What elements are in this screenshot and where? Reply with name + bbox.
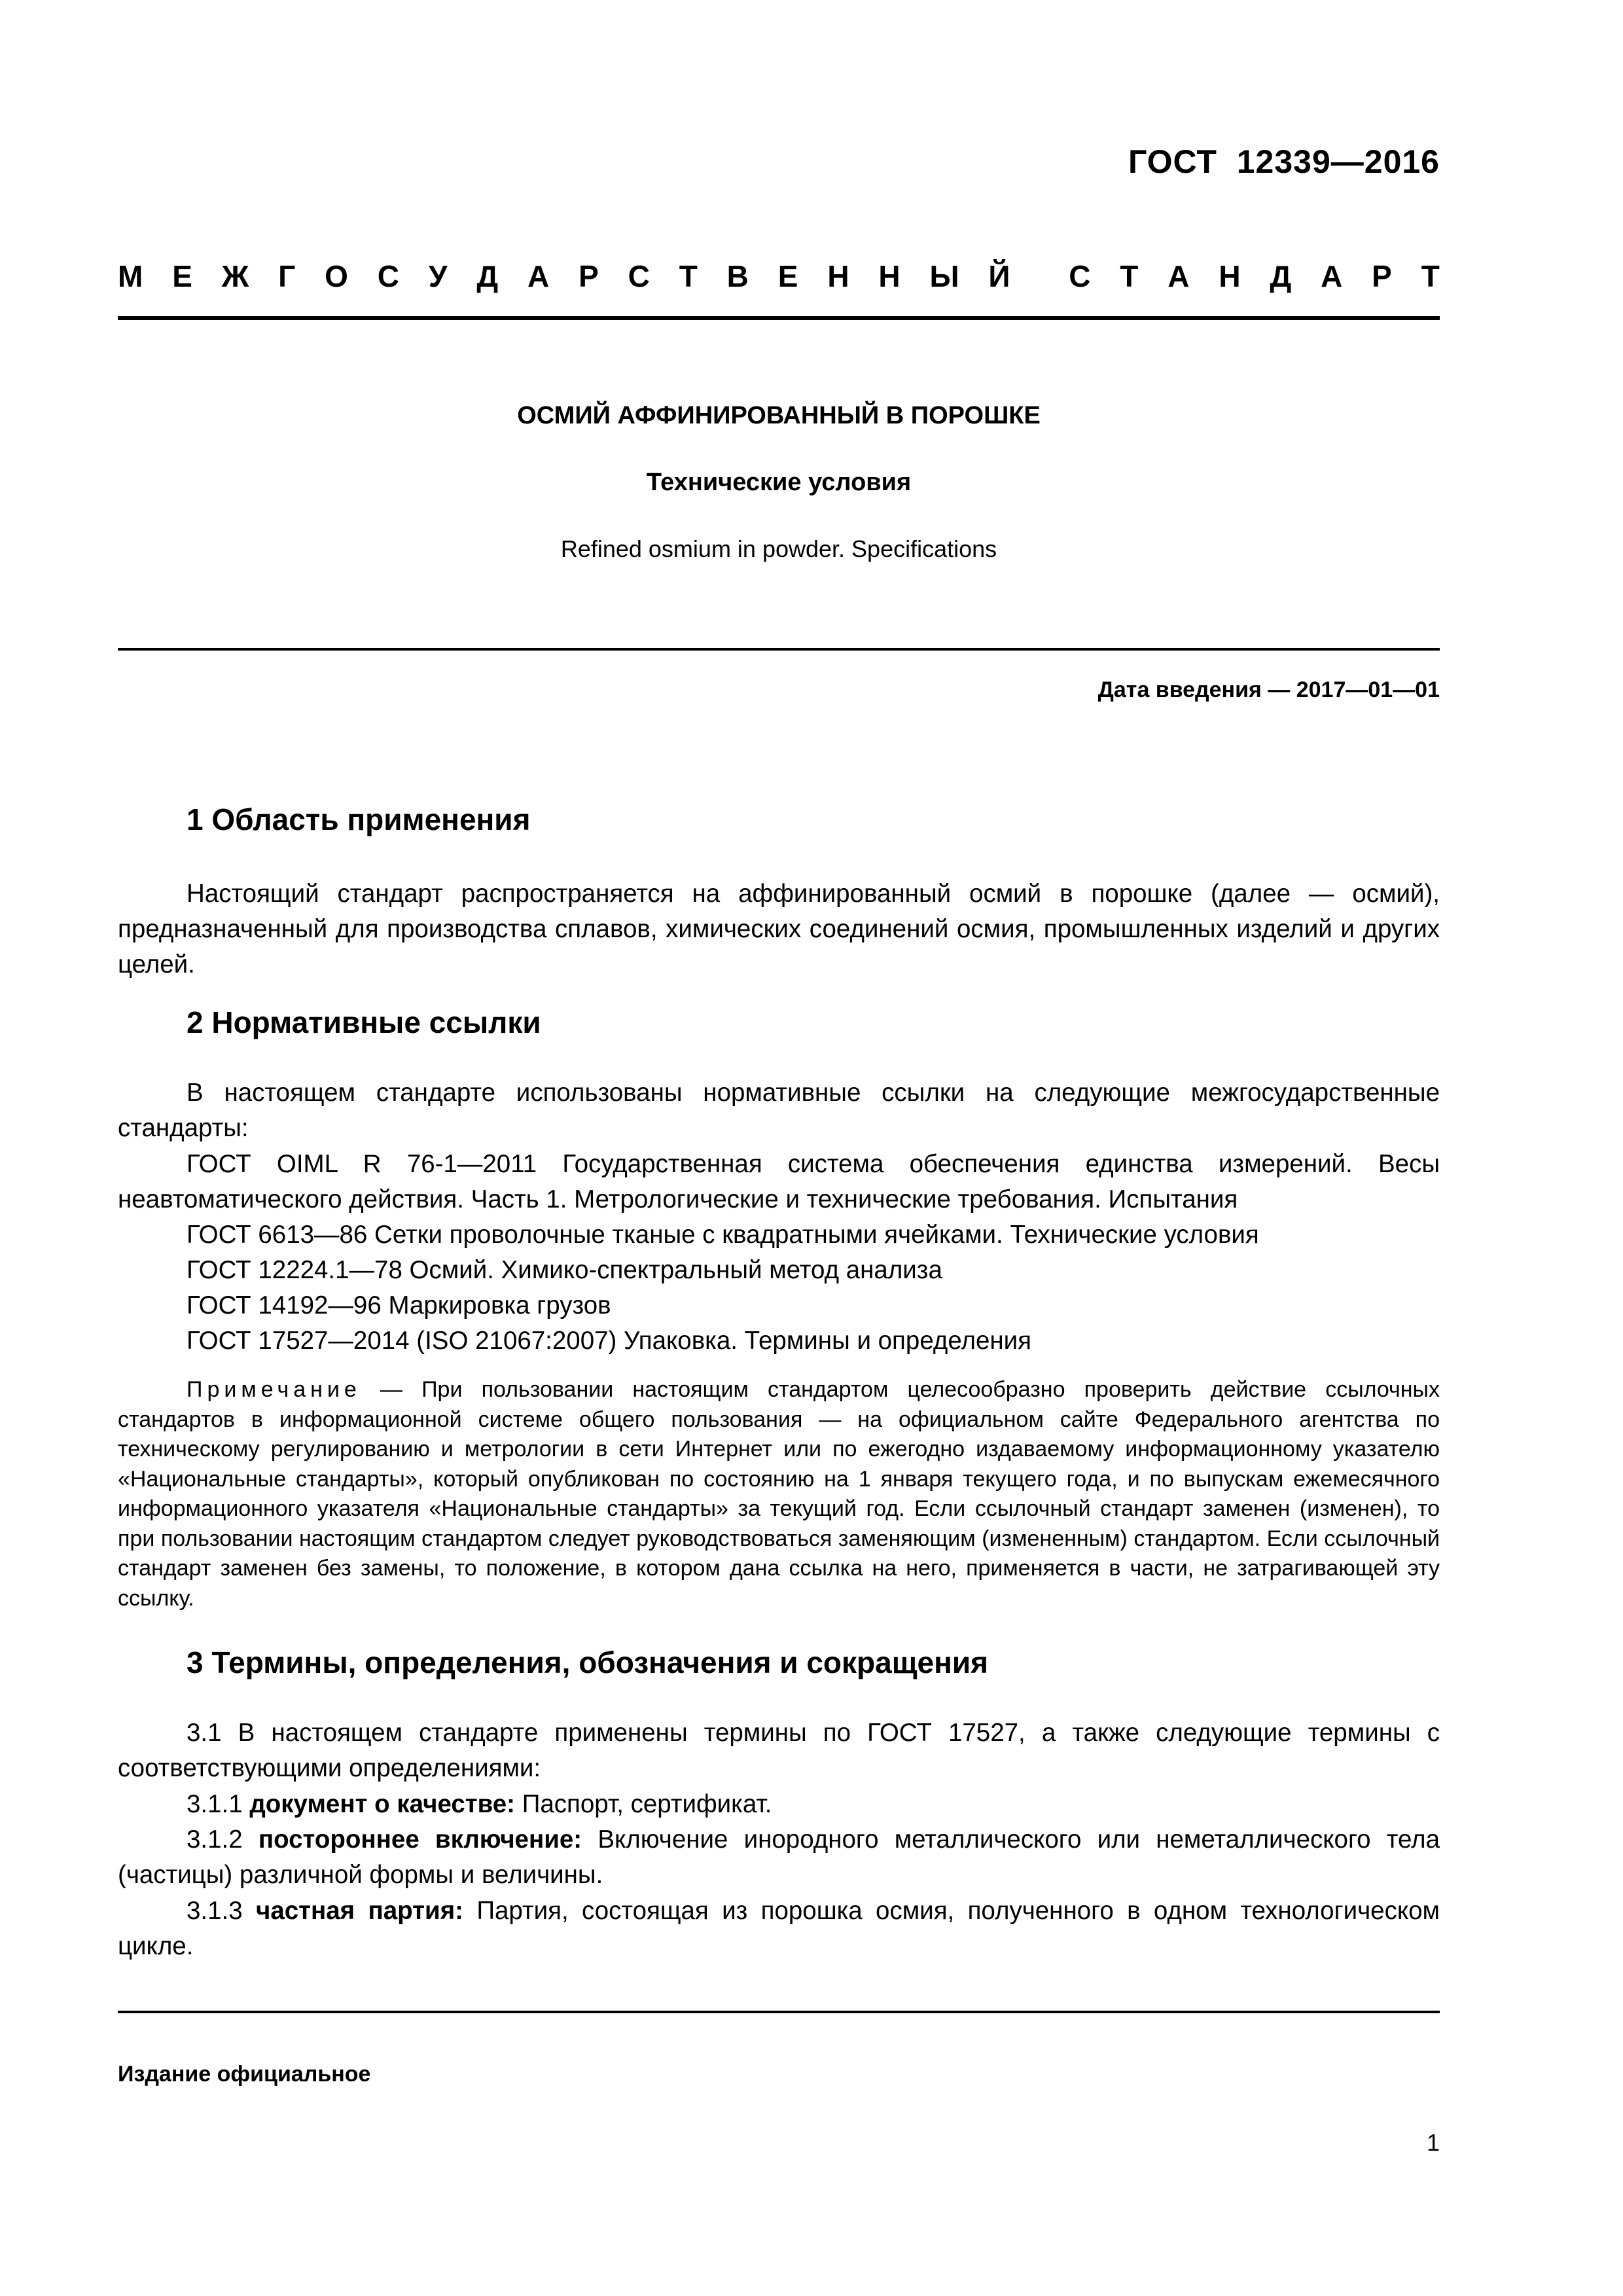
- term-foreign-inclusion: постороннее включение:: [258, 1825, 582, 1854]
- banner-letter: Н: [1219, 259, 1241, 293]
- banner-letter: Т: [1120, 259, 1139, 293]
- banner-letter: Т: [679, 259, 698, 293]
- reference-gost-12224: ГОСТ 12224.1—78 Осмий. Химико-спектральный метод анализа: [187, 1256, 942, 1284]
- banner-letter: Е: [172, 259, 192, 293]
- section-2-intro: В настоящем стандарте использованы нормативные ссылки на следующие межгосударственные стандарты:: [118, 1079, 1440, 1142]
- banner-letter: С: [628, 259, 650, 293]
- banner-letter: Р: [1372, 259, 1392, 293]
- banner-letter: Т: [1421, 259, 1440, 293]
- section-3-heading: 3 Термины, определения, обозначения и сокращения: [187, 1645, 988, 1679]
- reference-gost-17527: ГОСТ 17527—2014 (ISO 21067:2007) Упаковка. Термины и определения: [187, 1327, 1031, 1355]
- note-label: Примечание: [187, 1377, 361, 1402]
- introduction-date: Дата введения — 2017—01—01: [1097, 677, 1440, 702]
- banner-letter: М: [118, 259, 143, 293]
- banner-letter: О: [325, 259, 348, 293]
- page-number: 1: [1426, 2129, 1440, 2156]
- section-1-text: Настоящий стандарт распространяется на аффинированный осмий в порошке (далее — осмий), предназначенный для производства сплавов, химических соединений осмия, промышленных изделий и других целей.: [118, 880, 1440, 978]
- clause-number: 3.1.2: [187, 1825, 259, 1854]
- banner-letter: Ы: [929, 259, 959, 293]
- banner-letter: С: [1069, 259, 1091, 293]
- term-definition: Паспорт, сертификат.: [515, 1790, 772, 1818]
- banner-letter: Н: [878, 259, 901, 293]
- title-divider: [118, 648, 1440, 651]
- reference-gost-6613: ГОСТ 6613—86 Сетки проволочные тканые с квадратными ячейками. Технические условия: [187, 1221, 1259, 1249]
- banner-letter: В: [726, 259, 749, 293]
- banner-letter: Г: [278, 259, 296, 293]
- clause-number: 3.1.1: [187, 1790, 250, 1818]
- document-title: ОСМИЙ АФФИНИРОВАННЫЙ В ПОРОШКЕ: [517, 402, 1041, 429]
- banner-letter: А: [1321, 259, 1343, 293]
- note-text: — При пользовании настоящим стандартом целесообразно проверить действие ссылочных стандартов в информационной системе общего пользования — на официальном сайте Федерального агентства по техническому регулированию и метрологии в сети Интернет или по ежегодно издаваемому информационному указателю «Национальные стандарты», который опубликован по состоянию на 1 января текущего года, и по выпускам ежемесячного информационного указателя «Национальные стандарты» за текущий год. Если ссылочный стандарт заменен (изменен), то при пользовании настоящим стандартом следует руководствоваться заменяющим (измененным) стандартом. Если ссылочный стандарт заменен без замены, то положение, в котором дана ссылка на него, применяется в части, не затрагивающей эту ссылку.: [118, 1377, 1440, 1611]
- term-quality-document: документ о качестве:: [249, 1790, 516, 1818]
- footer-divider: [118, 2011, 1440, 2013]
- banner-letter: Е: [777, 259, 798, 293]
- section-2-heading: 2 Нормативные ссылки: [187, 1005, 541, 1039]
- header-divider: [118, 316, 1440, 320]
- standard-number: ГОСТ 12339—2016: [1128, 143, 1440, 180]
- reference-gost-14192: ГОСТ 14192—96 Маркировка грузов: [187, 1291, 611, 1319]
- interstate-standard-banner: [118, 259, 1440, 294]
- banner-letter: Й: [988, 259, 1010, 293]
- banner-letter: С: [377, 259, 399, 293]
- english-title: Refined osmium in powder. Specifications: [560, 535, 997, 562]
- clause-3-1-1: [118, 1787, 1440, 1822]
- clause-number: 3.1.3: [187, 1897, 256, 1925]
- references-note: [118, 1375, 1440, 1613]
- banner-letter: Д: [1270, 259, 1292, 293]
- reference-gost-oiml: ГОСТ OIML R 76-1—2011 Государственная система обеспечения единства измерений. Весы неавтоматического действия. Часть 1. Метрологические и технические требования. Испытания: [118, 1150, 1440, 1213]
- official-edition-label: Издание официальное: [118, 2062, 371, 2087]
- section-1-heading: 1 Область применения: [187, 802, 531, 836]
- banner-letter: А: [1168, 259, 1190, 293]
- banner-letter: Д: [476, 259, 499, 293]
- clause-3-1-2: [118, 1822, 1440, 1893]
- banner-letter: Ж: [221, 259, 249, 293]
- term-definition: Включение инородного металлического или неметаллического тела (частицы) различной формы и величины.: [118, 1825, 1440, 1889]
- document-subtitle: Технические условия: [646, 469, 912, 496]
- term-definition: Партия, состоящая из порошка осмия, полученного в одном технологическом цикле.: [118, 1897, 1440, 1960]
- clause-3-1: 3.1 В настоящем стандарте применены термины по ГОСТ 17527, а также следующие термины с соответствующими определениями:: [118, 1719, 1440, 1782]
- banner-letter: Н: [827, 259, 849, 293]
- clause-3-1-3: [118, 1893, 1440, 1964]
- term-private-batch: частная партия:: [255, 1897, 463, 1925]
- banner-letter: А: [527, 259, 550, 293]
- banner-letter: У: [428, 259, 448, 293]
- banner-letter: Р: [579, 259, 599, 293]
